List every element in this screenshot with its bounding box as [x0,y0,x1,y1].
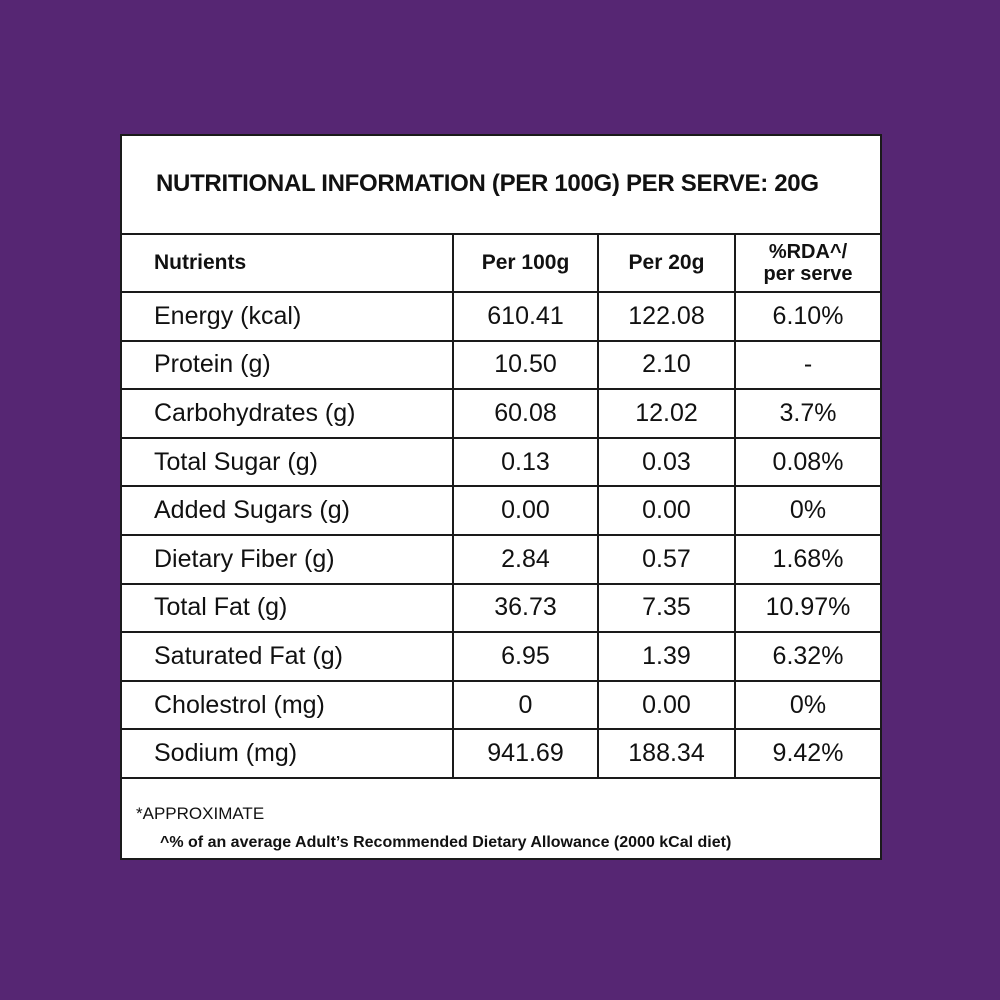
per-20g-value: 188.34 [598,729,735,778]
header-rda-line2: per serve [763,263,853,285]
nutrient-name: Total Sugar (g) [122,438,453,487]
table-header-row [122,235,880,292]
per-100g-value: 0.13 [453,438,598,487]
per-20g-value: 1.39 [598,632,735,681]
nutrient-name: Energy (kcal) [122,292,453,341]
per-20g-value: 0.00 [598,486,735,535]
per-100g-value: 610.41 [453,292,598,341]
rda-value: 0.08% [735,438,880,487]
per-100g-value: 0 [453,681,598,730]
nutrition-table [122,235,880,779]
per-100g-value: 6.95 [453,632,598,681]
per-20g-value: 0.00 [598,681,735,730]
per-20g-value: 0.03 [598,438,735,487]
table-row [122,292,880,341]
nutrient-name: Protein (g) [122,341,453,390]
table-row [122,438,880,487]
table-row [122,584,880,633]
rda-value: 6.10% [735,292,880,341]
nutrient-name: Carbohydrates (g) [122,389,453,438]
per-20g-value: 12.02 [598,389,735,438]
rda-value: 10.97% [735,584,880,633]
table-row [122,729,880,778]
per-100g-value: 2.84 [453,535,598,584]
rda-value: 1.68% [735,535,880,584]
per-20g-value: 122.08 [598,292,735,341]
per-100g-value: 941.69 [453,729,598,778]
header-rda-line1: %RDA^/ [768,241,848,263]
nutrient-name: Dietary Fiber (g) [122,535,453,584]
table-row [122,486,880,535]
per-100g-value: 10.50 [453,341,598,390]
per-20g-value: 0.57 [598,535,735,584]
table-row [122,681,880,730]
per-20g-value: 2.10 [598,341,735,390]
rda-value: 3.7% [735,389,880,438]
nutrition-title: NUTRITIONAL INFORMATION (PER 100G) PER SERVE: 20G [156,170,819,197]
title-row [122,136,880,235]
per-20g-value: 7.35 [598,584,735,633]
footnotes [122,792,880,860]
table-row [122,341,880,390]
rda-value: 9.42% [735,729,880,778]
nutrient-name: Cholestrol (mg) [122,681,453,730]
table-row [122,535,880,584]
table-row [122,389,880,438]
nutrient-name: Added Sugars (g) [122,486,453,535]
footnote-approximate: *APPROXIMATE [136,804,265,823]
per-100g-value: 60.08 [453,389,598,438]
header-per-100g: Per 100g [453,235,598,292]
nutrient-name: Total Fat (g) [122,584,453,633]
nutrition-panel [120,134,882,860]
per-100g-value: 0.00 [453,486,598,535]
header-nutrients: Nutrients [122,235,453,292]
per-100g-value: 36.73 [453,584,598,633]
nutrient-name: Sodium (mg) [122,729,453,778]
rda-value: 0% [735,681,880,730]
rda-value: 6.32% [735,632,880,681]
footnote-rda: ^% of an average Adult’s Recommended Dietary Allowance (2000 kCal diet) [160,834,732,851]
header-rda [735,235,880,292]
rda-value: - [735,341,880,390]
rda-value: 0% [735,486,880,535]
nutrient-name: Saturated Fat (g) [122,632,453,681]
header-per-20g: Per 20g [598,235,735,292]
table-row [122,632,880,681]
